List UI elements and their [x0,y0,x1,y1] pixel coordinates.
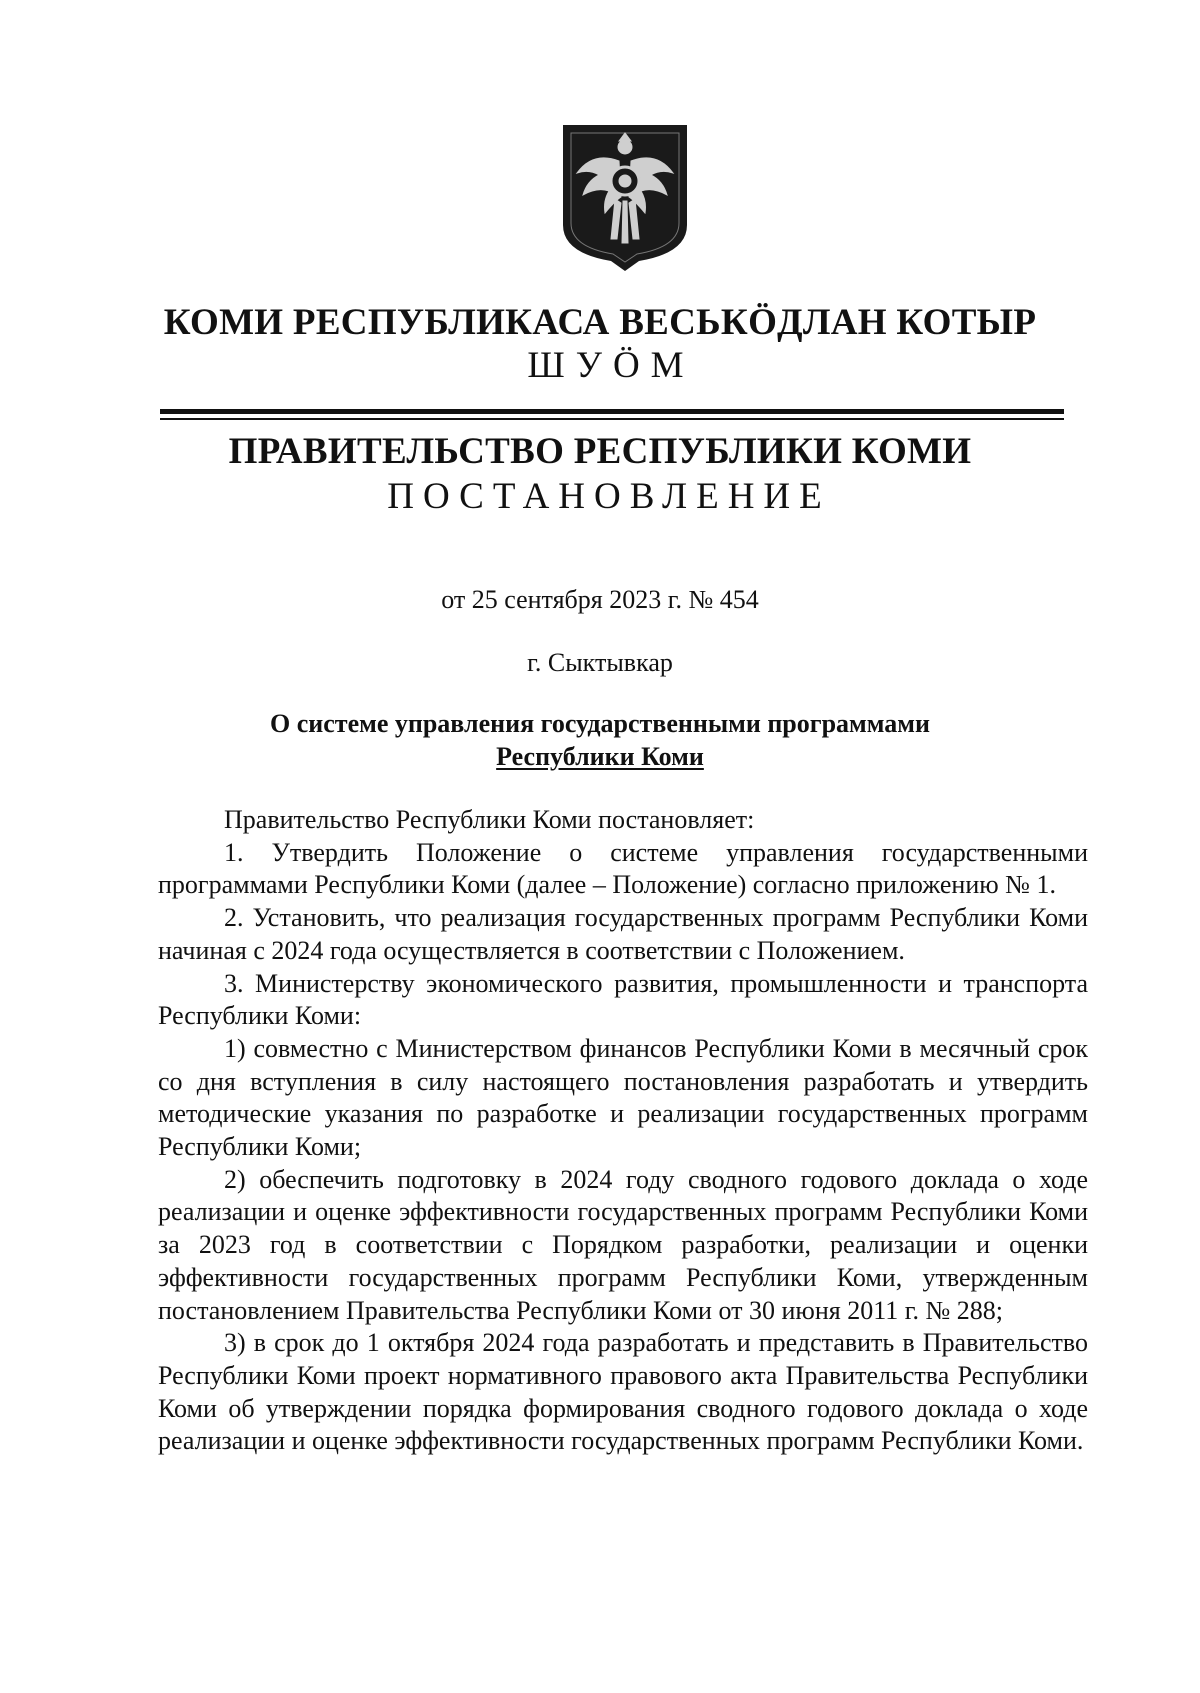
coat-of-arms-emblem [559,121,691,273]
header-divider-thin [160,418,1064,420]
government-title: ПРАВИТЕЛЬСТВО РЕСПУБЛИКИ КОМИ [228,431,972,472]
document-type-title: ПОСТАНОВЛЕНИЕ [387,476,831,517]
body-paragraph-3: 3. Министерству экономического развития, промышленности и транспорта Республики Коми: [158,968,1088,1031]
document-body [158,804,1088,1458]
body-paragraph-3-2: 2) обеспечить подготовку в 2024 году сводного годового доклада о ходе реализации и оценке эффективности государственных программ Республики Коми за 2023 год в соответствии с Порядком разработки, реализации и оценки эффективности государственных программ Республики Коми, утвержденным постановлением Правительства Республики Коми от 30 июня 2011 г. № 288; [158,1164,1088,1325]
header-divider-thick [160,409,1064,414]
document-date-number: от 25 сентября 2023 г. № 454 [441,585,759,614]
document-city: г. Сыктывкар [527,648,673,677]
komi-header-title: КОМИ РЕСПУБЛИКАСА ВЕСЬКӦДЛАН КОТЫР [163,302,1037,343]
body-paragraph-3-3: 3) в срок до 1 октября 2024 года разработать и представить в Правительство Республики Коми проект нормативного правового акта Правительства Республики Коми об утверждении порядка формирования сводного годового доклада о ходе реализации и оценке эффективности государственных программ Республики Коми. [158,1328,1088,1456]
body-intro: Правительство Республики Коми постановляет: [224,805,755,834]
body-paragraph-2: 2. Установить, что реализация государственных программ Республики Коми начиная с 2024 года осуществляется в соответствии с Положением. [158,903,1088,965]
subject-heading-line2-text: Республики Коми [496,742,704,771]
subject-heading-line1: О системе управления государственными программами [270,709,930,738]
komi-header-subtitle: ШУӦМ [527,345,695,386]
subject-heading-line2 [0,742,1200,772]
body-paragraph-1: 1. Утвердить Положение о системе управления государственными программами Республики Коми (далее – Положение) согласно приложению № 1. [158,837,1088,900]
body-paragraph-3-1: 1) совместно с Министерством финансов Республики Коми в месячный срок со дня вступления в силу настоящего постановления разработать и утвердить методические указания по разработке и реализации государственных программ Республики Коми; [158,1033,1088,1162]
